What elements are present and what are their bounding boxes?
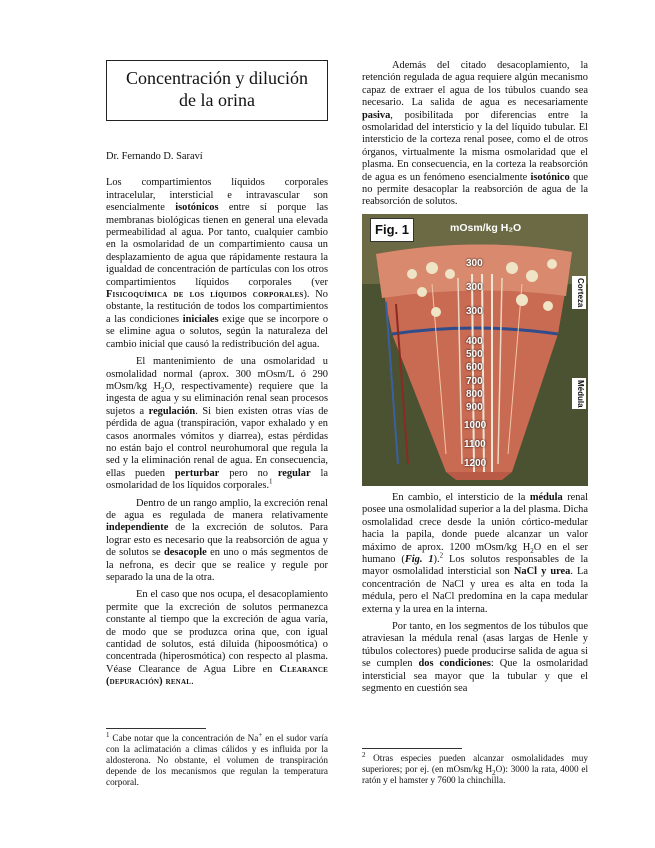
paragraph: En el caso que nos ocupa, el desacoplamiento permite que la excreción de solutos permanezca constante al tiempo que la excreción de agua varía, de modo que se produzca orina que, con igual cantidad de solutos, está diluida (hipoosmótica) o concentrada (hiperosmótica) con respecto al plasma. Véase Clearance de Agua Libre en Clearance (depuración) renal. bbox=[106, 589, 328, 688]
osm-tick: 1200 bbox=[464, 457, 487, 469]
link-fisicoquimica[interactable]: Fisicoquímica de los líquidos corporales bbox=[106, 289, 304, 301]
paragraph: En cambio, el intersticio de la médula renal posee una osmolalidad superior a la del plasma. Dicha osmolalidad crece desde la unión córtico-medular hacia la papila, donde puede alcanzar un valor máximo de aprox. 1200 mOsm/kg $H_2O$ en el ser humano (Fig. 1).$^2$ Los solutos responsables de la mayor osmolalidad intersticial son NaCl y urea. La concentración de NaCl y urea es alta en toda la médula, pero el NaCl predomina en la capa medular externa y la urea en la interna. bbox=[362, 491, 588, 615]
osm-tick: 300 bbox=[466, 305, 483, 317]
osm-tick: 600 bbox=[466, 361, 483, 373]
osm-tick: 1100 bbox=[464, 438, 486, 450]
footnote-2: $^2$ Otras especies pueden alcanzar osmolalidades muy superiores; por ej. (en mOsm/kg $H_2O$): 3000 la rata, 4000 el ratón y el hamster y 7600 la chinchilla. bbox=[362, 748, 588, 786]
figure-reference[interactable]: Fig. 1 bbox=[404, 553, 434, 565]
cortex-label: Corteza bbox=[572, 276, 586, 309]
right-column bbox=[362, 60, 588, 700]
title-box bbox=[106, 60, 328, 121]
link-clearance[interactable]: Clearance (depuración) renal bbox=[106, 663, 328, 688]
footnote-ref: 2 bbox=[439, 551, 444, 560]
figure-unit: mOsm/kg H₂O bbox=[450, 221, 522, 234]
osm-tick: 900 bbox=[466, 401, 483, 413]
osm-tick: 300 bbox=[466, 281, 483, 293]
page-title-line2: de la orina bbox=[179, 90, 255, 110]
paragraph: Los compartimientos líquidos corporales intracelular, intersticial e intravascular son esencialmente isotónicos entre sí porque las membranas biológicas tienen en general una elevada permeabilidad al agua. Por tanto, cualquier cambio en la osmolaridad de un compartimiento causa un desplazamiento de agua que rápidamente restaura la igualdad de concentración de partículas con los otros compartimientos líquidos corporales (ver Fisicoquímica de los líquidos corporales). No obstante, la restitución de todos los compartimientos a las condiciones iniciales exige que se incorpore o se elimine agua o solutos, según la naturaleza del cambio inicial que causó la redistribución del agua. bbox=[106, 177, 329, 350]
osm-tick: 800 bbox=[466, 388, 483, 400]
osm-tick: 500 bbox=[466, 348, 483, 360]
osm-tick: 700 bbox=[466, 375, 483, 387]
left-column bbox=[106, 60, 328, 694]
paragraph: Por tanto, en los segmentos de los túbulos que atraviesan la médula renal (asas largas de Henle y túbulos colectores) puede producirse salida de agua si se cumplen dos condiciones: Que la osmolaridad intersticial sea mayor que la tubular y que el segmento en cuestión sea bbox=[362, 620, 588, 694]
osm-tick: 300 bbox=[466, 257, 483, 269]
paragraph: Dentro de un rango amplio, la excreción renal de agua es regulada de manera relativamente independiente de la excreción de solutos. Para lograr esto es necesario que la reabsorción de agua y de solutos se desacople en uno o más segmentos de la nefrona, es decir que se realice y regule por separado la una de la otra. bbox=[106, 497, 328, 583]
page-title-line1: Concentración y dilución bbox=[126, 68, 308, 88]
paragraph: El mantenimiento de una osmolaridad u osmolalidad normal (aprox. 300 mOsm/L ó 290 mOsm/kg $H_2O$, respectivamente) requiere que la ingesta de agua y su eliminación renal sean procesos sujetos a regulación. Si bien existen otras vías de pérdida de agua (transpiración, vapor exhalado y en casos anormales vómitos y diarrea), estas pérdidas no están bajo el control neurohumoral que regula la sed y la eliminación renal de agua. En consecuencia, ellas pueden perturbar pero no regular la osmolaridad de los líquidos corporales.$^1$ bbox=[106, 356, 329, 492]
paragraph: Además del citado desacoplamiento, la retención regulada de agua requiere algún mecanismo capaz de extraer el agua de los túbulos cuando sea necesario. La salida de agua es necesariamente pasiva, posibilitada por diferencias entre la osmolaridad del intersticio y la del líquido tubular. El intersticio de la corteza renal posee, como el de otros órganos, virtualmente la misma osmolaridad que el plasma. En consecuencia, en la corteza la reabsorción de agua es un fenómeno esencialmente isotónico que no permite desacoplar la reabsorción de agua de la reabsorción de solutos. bbox=[362, 60, 589, 208]
osm-tick: 1000 bbox=[464, 419, 487, 431]
medulla-label: Médula bbox=[572, 378, 586, 410]
osm-tick: 400 bbox=[466, 335, 483, 347]
footnote-ref: 1 bbox=[269, 477, 273, 486]
figure-label: Fig. 1 bbox=[370, 218, 414, 242]
footnote-1: $^1$ Cabe notar que la concentración de Na+ en el sudor varía con la aclimatación a climas cálidos y es influida por la aldosterona. No obstante, el volumen de transpiración depende de los mecanismos que regulan la temperatura corporal. bbox=[106, 728, 328, 788]
kidney-figure bbox=[362, 214, 588, 486]
author: Dr. Fernando D. Saraví bbox=[106, 151, 203, 162]
